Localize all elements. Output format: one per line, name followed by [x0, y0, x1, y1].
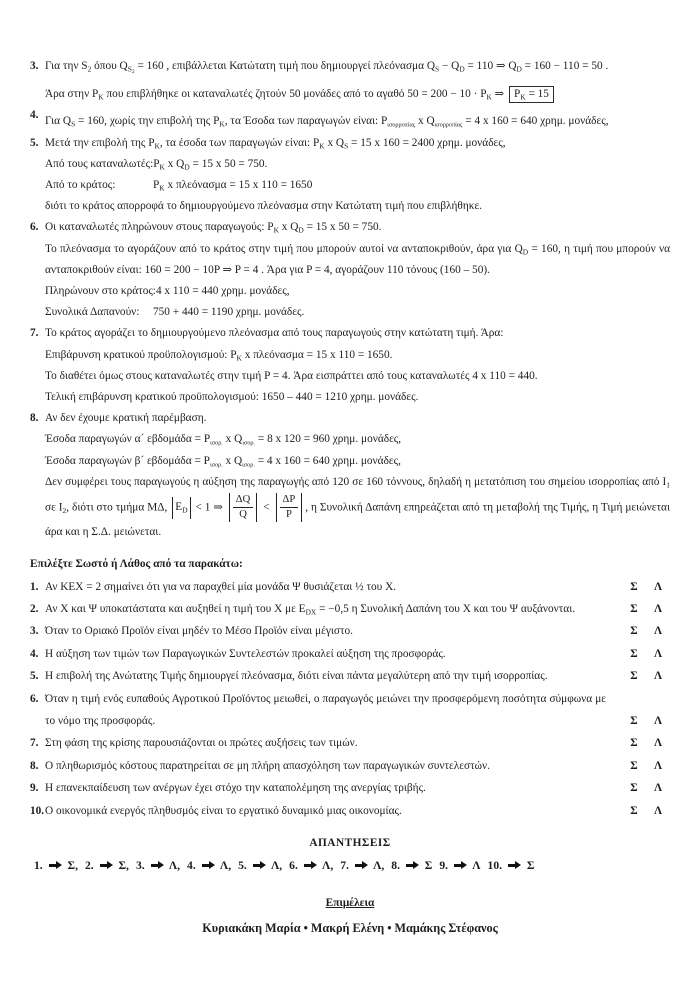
- solution-item: [30, 217, 670, 323]
- subscript: D: [459, 64, 465, 74]
- credits-title: Επιμέλεια: [325, 897, 375, 910]
- statement-text: Ο πληθωρισμός κόστους παρατηρείται σε μη πλήρη απασχόληση των παραγωγικών συντελεστών.: [45, 759, 490, 772]
- true-false-item: [30, 755, 670, 777]
- text-line: Επιβάρυνση κρατικού προϋπολογισμού: $P_K$ x πλεόνασμα = 15 x 110 = 1650.: [45, 348, 393, 363]
- absolute-value: $E_D$: [172, 497, 190, 518]
- subscript: 1: [666, 480, 670, 490]
- credits-names: Κυριακάκη Μαρία • Μακρή Ελένη • Μαμάκης Στέφανος: [202, 921, 498, 936]
- subscript: ισορροπίας: [387, 121, 416, 129]
- subscript: ισορ.: [242, 461, 255, 469]
- subscript: S: [71, 119, 76, 129]
- numerator: ΔQ: [233, 494, 253, 508]
- subscript: K: [159, 183, 165, 193]
- item-number: 4.: [30, 109, 39, 122]
- solution-item: [30, 323, 670, 408]
- answer-item: 8. Σ: [391, 859, 433, 873]
- item-number: 9.: [30, 782, 39, 795]
- solutions-section: [30, 56, 670, 544]
- sigma-option: Σ: [630, 782, 638, 795]
- text-line: Πληρώνουν στο κράτος:4 x 110 = 440 χρημ. μονάδες,: [45, 281, 670, 302]
- text-line: Έσοδα παραγωγών β´ $\varepsilon\beta\delta o\mu ά\delta\alpha = P_{\iota\sigma o\rho.}$ x $Q_{\iota\sigma o\rho.} = 4$ x 160 = 640 χρημ. μονάδες,: [45, 454, 401, 469]
- lambda-option: Λ: [653, 715, 663, 728]
- subscript: D: [184, 162, 190, 172]
- answer-item: 2. Σ,: [84, 859, 129, 873]
- denominator: P: [285, 509, 292, 521]
- text-line: Συνολικά Δαπανούν:750 + 440 = 1190 χρημ. μονάδες.: [45, 302, 670, 323]
- statement-text: Αν Χ και Ψ υποκατάστατα και αυξηθεί η τιμή του Χ με $E_{DX} = -0,5$ η Συνολική Δαπάνη του Χ και του Ψ αυξάνονται.: [45, 603, 576, 617]
- arrow-icon: [508, 861, 521, 870]
- item-number: 2.: [30, 603, 39, 616]
- subscript: K: [98, 92, 104, 102]
- text-line: Από το κράτος: $P_K$ x πλεόνασμα = 15 x 110 = 1650: [45, 175, 670, 196]
- subscript: D: [182, 505, 188, 515]
- lambda-option: Λ: [653, 804, 663, 817]
- statement-text: Όταν το Οριακό Προϊόν είναι μηδέν το Μέσο Προϊόν είναι μέγιστο.: [45, 625, 353, 638]
- answers-line: [30, 859, 670, 872]
- lambda-option: Λ: [653, 737, 663, 750]
- item-number: 7.: [30, 327, 39, 340]
- item-number: 7.: [30, 737, 39, 750]
- item-number: 4.: [30, 647, 39, 660]
- sigma-option: Σ: [630, 759, 638, 772]
- subscript: DX: [305, 607, 317, 617]
- answer-item: 7. Λ,: [340, 859, 385, 873]
- item-number: 5.: [30, 670, 39, 683]
- answer-item: 10. Σ: [487, 859, 535, 873]
- solution-item: [30, 408, 670, 543]
- text-line: Δεν συμφέρει τους παραγωγούς η αύξηση της παραγωγής από 120 σε 160 τόννους, δηλαδή η μετατόπιση του σημείου ισορροπίας από $I_1$ σε $I_2$, διότι στο τμήμα ΜΔ, $E_D < 1$ ⇒ $\frac{\Delta Q}{Q}$ < $\frac{\Delta P}{P}$ , η Συνολική Δαπάνη επηρεάζεται από τη μεταβολή της Τιμής, η Τιμή μειώνεται άρα και η Σ.Δ. μειώνεται.: [45, 475, 670, 539]
- statement-text: Ο οικονομικά ενεργός πληθυσμός είναι το εργατικό δυναμικό μιας οικονομίας.: [45, 804, 402, 817]
- solution-item: [30, 56, 670, 105]
- item-number: 5.: [30, 136, 39, 149]
- subscript: S: [344, 141, 349, 151]
- statement-text: Η επανεκπαίδευση των ανέργων έχει στόχο την καταπολέμηση της ανεργίας τριβής.: [45, 782, 426, 795]
- answer-item: 3. Λ,: [135, 859, 181, 873]
- subscript: D: [516, 64, 522, 74]
- text-line: διότι το κράτος απορροφά το δημιουργούμενο πλεόνασμα στην Κατώτατη τιμή που επιβλήθηκε.: [45, 200, 483, 213]
- true-false-item: [30, 800, 670, 822]
- arrow-icon: [355, 861, 368, 870]
- tabbed-label: Πληρώνουν στο κράτος:: [45, 285, 156, 298]
- subscript: S: [435, 64, 440, 74]
- true-false-item: [30, 643, 670, 665]
- sigma-option: Σ: [630, 715, 638, 728]
- statement-text: Στη φάση της κρίσης παρουσιάζονται οι πρώτες αυξήσεις των τιμών.: [45, 737, 358, 750]
- text-line: Έσοδα παραγωγών α´ $\varepsilon\beta\delta o\mu ά\delta\alpha = P_{\iota\sigma o\rho.}$ x $Q_{\iota\sigma o\rho.} = 8$ x 120 = 960 χρημ. μονάδες,: [45, 433, 402, 447]
- true-false-item: [30, 777, 670, 799]
- answer-item: 9. Λ: [439, 859, 481, 873]
- subscript: 2: [62, 505, 67, 515]
- text-line: Το διαθέτει όμως στους καταναλωτές στην τιμή P = 4. Άρα εισπράττει από τους καταναλωτές 4 x 110 = 440.: [45, 369, 538, 382]
- item-number: 10.: [30, 804, 45, 817]
- lambda-option: Λ: [653, 625, 663, 638]
- fraction: [276, 493, 303, 522]
- boxed-result: $P_K = 15$: [509, 86, 554, 103]
- text-line: Από τους $\kappa\alpha\tau\alpha\nu\alpha\lambda\omega\tau έ\varsigma:P_K$ x $Q_D = 15$ x 50 = 750.: [45, 154, 670, 175]
- lambda-option: Λ: [653, 580, 663, 593]
- sigma-option: Σ: [630, 625, 638, 638]
- lambda-option: Λ: [653, 603, 663, 616]
- true-false-item: [30, 688, 670, 733]
- statement-text: Η αύξηση των τιμών των Παραγωγικών Συντελεστών προκαλεί αύξηση της προσφοράς.: [45, 647, 446, 660]
- subscript: K: [154, 141, 160, 151]
- text-line: Αν δεν έχουμε κρατική παρέμβαση.: [45, 412, 207, 425]
- lambda-option: Λ: [653, 647, 663, 660]
- subscript: 2: [131, 69, 135, 75]
- subscript: S: [127, 64, 132, 74]
- item-body: [45, 133, 670, 218]
- fraction: [229, 493, 257, 522]
- tabbed-label: Συνολικά Δαπανούν:: [45, 306, 140, 319]
- statement-text: Η επιβολή της Ανώτατης Τιμής δημιουργεί πλεόνασμα, διότι είναι πάντα μεγαλύτερη από την τιμή ισορροπίας.: [45, 670, 548, 683]
- numerator: ΔP: [280, 494, 299, 508]
- item-body: [45, 105, 670, 132]
- arrow-icon: [454, 861, 467, 870]
- true-false-item: [30, 576, 670, 598]
- answer-item: 6. Λ,: [289, 859, 334, 873]
- answer-item: 5. Λ,: [238, 859, 283, 873]
- statement-text: Αν ΚΕΧ = 2 σημαίνει ότι για να παραχθεί μία μονάδα Ψ θυσιάζεται ½ του Χ.: [45, 580, 397, 593]
- text-line: Το κράτος αγοράζει το δημιουργούμενο πλεόνασμα από τους παραγωγούς στην κατώτατη τιμή. Άρα:: [45, 327, 504, 340]
- tabbed-label: Από το κράτος:: [45, 179, 116, 192]
- lambda-option: Λ: [653, 670, 663, 683]
- sigma-option: Σ: [630, 603, 638, 616]
- subscript: ισορροπίας: [434, 121, 463, 129]
- subscript: K: [219, 119, 225, 129]
- subscript: K: [486, 92, 492, 102]
- text-line: Άρα στην $P_K$ που επιβλήθηκε οι καταναλωτές ζητούν 50 μονάδες από το αγαθό $50 = 200 - 10 \cdot P_K$ ⇒ $P_K = 15$: [45, 84, 670, 105]
- item-number: 8.: [30, 412, 39, 425]
- subscript: K: [273, 225, 279, 235]
- sigma-option: Σ: [630, 670, 638, 683]
- sigma-option: Σ: [630, 737, 638, 750]
- arrow-icon: [406, 861, 419, 870]
- true-false-item: [30, 732, 670, 754]
- item-body: [45, 56, 670, 105]
- text-line: Μετά την επιβολή της $P_K$, τα έσοδα των παραγωγών είναι: $P_K$ x $Q_S = 15$ x 160 = 2400 χρημ. μονάδες,: [45, 136, 506, 151]
- arrow-icon: [253, 861, 266, 870]
- subscript: K: [159, 162, 165, 172]
- tabbed-label: Από τους καταναλωτές:: [45, 157, 154, 170]
- subscript: ισορ.: [210, 439, 223, 447]
- item-number: 8.: [30, 759, 39, 772]
- item-number: 6.: [30, 692, 39, 705]
- statement-text: Όταν η τιμή ενός ευπαθούς Αγροτικού Προϊόντος μειωθεί, ο παραγωγός μειώνει την προσφερόμενη ποσότητα σύμφωνα με το νόμο της προσφοράς.: [45, 692, 606, 728]
- arrow-icon: [202, 861, 215, 870]
- true-false-section: [30, 576, 670, 822]
- subscript: D: [522, 247, 529, 257]
- item-body: [45, 217, 670, 323]
- arrow-icon: [49, 861, 62, 870]
- answer-item: 1. Σ,: [34, 859, 78, 873]
- true-false-item: [30, 665, 670, 687]
- item-body: [45, 323, 670, 408]
- subscript: D: [298, 225, 304, 235]
- sigma-option: Σ: [630, 647, 638, 660]
- lambda-option: Λ: [653, 782, 663, 795]
- subscript: K: [520, 92, 526, 102]
- text-line: Οι καταναλωτές πληρώνουν στους παραγωγούς: $P_K$ x $Q_D = 15$ x 50 = 750.: [45, 221, 382, 235]
- sigma-option: Σ: [630, 580, 638, 593]
- text-line: Το πλεόνασμα το αγοράζουν από το κράτος στην τιμή που μπορούν αυτοί να ανταποκριθούν, άρα για $Q_D = 160$, η τιμή που μπορούν να ανταποκριθούν είναι: 160 = 200 − 10P ⇒ P = 4 . Άρα για P = 4, αγοράζουν 110 τόνους (160 – 50).: [45, 242, 671, 276]
- solution-item: [30, 105, 670, 132]
- text-line: Για την $S_2$ όπου $Q_{S2} = 160$ , επιβάλλεται Κατώτατη τιμή που δημιουργεί πλεόνασμα $Q_S - Q_D = 110$ ⇒ $Q_D = 160 - 110 = 50$ .: [45, 60, 609, 75]
- subscript: ισορ.: [242, 439, 256, 447]
- item-number: 3.: [30, 60, 39, 72]
- lambda-option: Λ: [653, 759, 663, 772]
- item-number: 1.: [30, 580, 39, 593]
- true-false-heading: Επιλέξτε Σωστό ή Λάθος από τα παρακάτω:: [30, 557, 243, 570]
- subscript: ισορ.: [209, 461, 223, 469]
- text-line: Τελική επιβάρυνση κρατικού προϋπολογισμού: 1650 – 440 = 1210 χρημ. μονάδες.: [45, 391, 419, 404]
- true-false-item: [30, 620, 670, 642]
- item-number: 3.: [30, 625, 39, 638]
- true-false-item: [30, 598, 670, 620]
- item-body: [45, 408, 670, 543]
- text-line: Για $Q_S = 160$, χωρίς την επιβολή της $P_K$, τα Έσοδα των παραγωγών είναι: $P_{\iota\sigma o\rho\rho o\pi ί\alpha\varsigma}$ x $Q_{\iota\sigma o\rho\rho o\pi ί\alpha\varsigma} = 4$ x 160 = 640 χρημ. μονάδες,: [45, 115, 609, 129]
- sigma-option: Σ: [630, 804, 638, 817]
- subscript: K: [319, 141, 325, 151]
- subscript: K: [236, 353, 242, 363]
- subscript: 2: [87, 64, 92, 74]
- arrow-icon: [304, 861, 317, 870]
- solution-item: [30, 133, 670, 218]
- arrow-icon: [151, 861, 164, 870]
- denominator: Q: [239, 509, 247, 521]
- item-number: 6.: [30, 221, 39, 234]
- answer-item: 4. Λ,: [187, 859, 232, 873]
- arrow-icon: [100, 861, 113, 870]
- answers-title: ΑΠΑΝΤΗΣΕΙΣ: [309, 837, 391, 850]
